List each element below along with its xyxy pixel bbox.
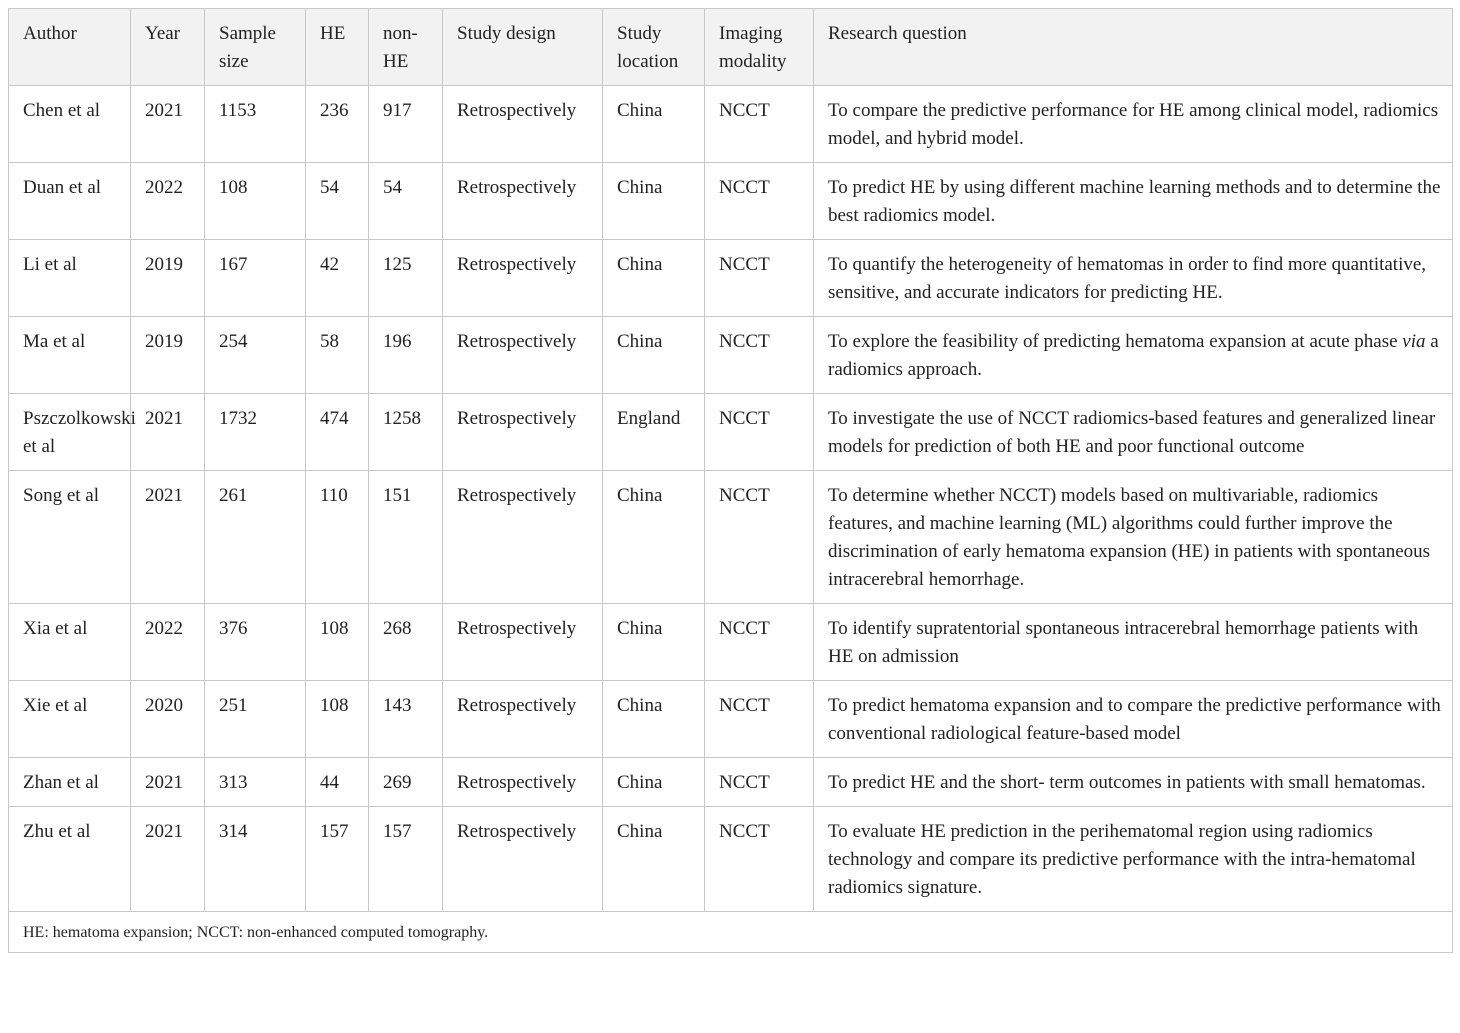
- cell-sample-size: 261: [205, 471, 306, 604]
- cell-study-design: Retrospectively: [443, 86, 603, 163]
- cell-research-question: To determine whether NCCT) models based on multivariable, radiomics features, and machine learning (ML) algorithms could further improve the discrimination of early hematoma expansion (HE) in patients with spontaneous intracerebral hemorrhage.: [814, 471, 1453, 604]
- cell-non-he: 269: [369, 758, 443, 807]
- cell-author: Chen et al: [9, 86, 131, 163]
- cell-imaging-modality: NCCT: [705, 163, 814, 240]
- cell-non-he: 151: [369, 471, 443, 604]
- cell-he: 110: [306, 471, 369, 604]
- col-header-study-design: Study design: [443, 9, 603, 86]
- cell-non-he: 125: [369, 240, 443, 317]
- col-header-year: Year: [131, 9, 205, 86]
- col-header-research-question: Research question: [814, 9, 1453, 86]
- cell-research-question: To compare the predictive performance for HE among clinical model, radiomics model, and hybrid model.: [814, 86, 1453, 163]
- cell-non-he: 1258: [369, 394, 443, 471]
- cell-study-location: China: [603, 240, 705, 317]
- col-header-sample-size: Sample size: [205, 9, 306, 86]
- cell-year: 2021: [131, 807, 205, 912]
- table-row: [9, 86, 1453, 163]
- cell-sample-size: 313: [205, 758, 306, 807]
- cell-research-question: [814, 317, 1453, 394]
- cell-study-design: Retrospectively: [443, 394, 603, 471]
- cell-research-question: To identify supratentorial spontaneous intracerebral hemorrhage patients with HE on admission: [814, 604, 1453, 681]
- studies-table: [8, 8, 1453, 953]
- footnote-row: [9, 912, 1453, 953]
- cell-sample-size: 376: [205, 604, 306, 681]
- cell-non-he: 268: [369, 604, 443, 681]
- cell-imaging-modality: NCCT: [705, 758, 814, 807]
- cell-study-design: Retrospectively: [443, 163, 603, 240]
- cell-he: 236: [306, 86, 369, 163]
- cell-author: Zhu et al: [9, 807, 131, 912]
- table-row: [9, 394, 1453, 471]
- cell-imaging-modality: NCCT: [705, 471, 814, 604]
- cell-sample-size: 108: [205, 163, 306, 240]
- cell-non-he: 143: [369, 681, 443, 758]
- cell-imaging-modality: NCCT: [705, 394, 814, 471]
- cell-sample-size: 1732: [205, 394, 306, 471]
- cell-imaging-modality: NCCT: [705, 807, 814, 912]
- cell-non-he: 196: [369, 317, 443, 394]
- cell-imaging-modality: NCCT: [705, 604, 814, 681]
- cell-he: 108: [306, 681, 369, 758]
- cell-he: 474: [306, 394, 369, 471]
- question-text-italic: via: [1402, 331, 1426, 352]
- table-row: [9, 681, 1453, 758]
- cell-study-location: China: [603, 681, 705, 758]
- cell-research-question: To evaluate HE prediction in the perihematomal region using radiomics technology and compare its predictive performance with the intra-hematomal radiomics signature.: [814, 807, 1453, 912]
- col-header-imaging-modality: Imaging modality: [705, 9, 814, 86]
- table-row: [9, 163, 1453, 240]
- cell-study-location: China: [603, 471, 705, 604]
- cell-study-location: China: [603, 86, 705, 163]
- header-row: [9, 9, 1453, 86]
- cell-study-design: Retrospectively: [443, 317, 603, 394]
- cell-study-location: England: [603, 394, 705, 471]
- cell-author: Ma et al: [9, 317, 131, 394]
- cell-he: 44: [306, 758, 369, 807]
- cell-author: Song et al: [9, 471, 131, 604]
- cell-he: 42: [306, 240, 369, 317]
- cell-study-design: Retrospectively: [443, 471, 603, 604]
- table-row: [9, 471, 1453, 604]
- table-row: [9, 317, 1453, 394]
- cell-research-question: To predict hematoma expansion and to compare the predictive performance with conventional radiological feature-based model: [814, 681, 1453, 758]
- cell-year: 2022: [131, 163, 205, 240]
- cell-year: 2019: [131, 317, 205, 394]
- cell-study-location: China: [603, 604, 705, 681]
- cell-author: Li et al: [9, 240, 131, 317]
- cell-author: Xia et al: [9, 604, 131, 681]
- cell-study-design: Retrospectively: [443, 758, 603, 807]
- cell-year: 2020: [131, 681, 205, 758]
- question-text-post: a radiomics approach.: [828, 331, 1439, 380]
- table-row: [9, 807, 1453, 912]
- col-header-non-he: non-HE: [369, 9, 443, 86]
- cell-sample-size: 314: [205, 807, 306, 912]
- cell-study-design: Retrospectively: [443, 681, 603, 758]
- cell-sample-size: 1153: [205, 86, 306, 163]
- cell-non-he: 157: [369, 807, 443, 912]
- cell-study-design: Retrospectively: [443, 240, 603, 317]
- cell-research-question: To predict HE and the short- term outcomes in patients with small hematomas.: [814, 758, 1453, 807]
- cell-sample-size: 167: [205, 240, 306, 317]
- table-row: [9, 240, 1453, 317]
- cell-author: Xie et al: [9, 681, 131, 758]
- cell-sample-size: 251: [205, 681, 306, 758]
- cell-study-location: China: [603, 758, 705, 807]
- cell-research-question: To predict HE by using different machine learning methods and to determine the best radiomics model.: [814, 163, 1453, 240]
- cell-he: 108: [306, 604, 369, 681]
- cell-study-design: Retrospectively: [443, 807, 603, 912]
- cell-year: 2021: [131, 758, 205, 807]
- cell-study-design: Retrospectively: [443, 604, 603, 681]
- table-row: [9, 758, 1453, 807]
- cell-year: 2022: [131, 604, 205, 681]
- cell-author: Pszczolkowski et al: [9, 394, 131, 471]
- cell-imaging-modality: NCCT: [705, 86, 814, 163]
- cell-year: 2021: [131, 394, 205, 471]
- col-header-author: Author: [9, 9, 131, 86]
- cell-author: Duan et al: [9, 163, 131, 240]
- cell-he: 54: [306, 163, 369, 240]
- cell-imaging-modality: NCCT: [705, 681, 814, 758]
- col-header-study-location: Study location: [603, 9, 705, 86]
- cell-he: 58: [306, 317, 369, 394]
- cell-year: 2019: [131, 240, 205, 317]
- cell-non-he: 54: [369, 163, 443, 240]
- cell-research-question: To investigate the use of NCCT radiomics-based features and generalized linear models for prediction of both HE and poor functional outcome: [814, 394, 1453, 471]
- cell-year: 2021: [131, 86, 205, 163]
- cell-imaging-modality: NCCT: [705, 240, 814, 317]
- cell-author: Zhan et al: [9, 758, 131, 807]
- table-row: [9, 604, 1453, 681]
- cell-research-question: To quantify the heterogeneity of hematomas in order to find more quantitative, sensitive, and accurate indicators for predicting HE.: [814, 240, 1453, 317]
- col-header-he: HE: [306, 9, 369, 86]
- cell-year: 2021: [131, 471, 205, 604]
- cell-study-location: China: [603, 807, 705, 912]
- cell-study-location: China: [603, 163, 705, 240]
- table-container: [8, 8, 1452, 953]
- question-text-pre: To explore the feasibility of predicting hematoma expansion at acute phase: [828, 331, 1403, 352]
- cell-sample-size: 254: [205, 317, 306, 394]
- cell-non-he: 917: [369, 86, 443, 163]
- table-footnote: HE: hematoma expansion; NCCT: non-enhanced computed tomography.: [9, 912, 1453, 953]
- cell-imaging-modality: NCCT: [705, 317, 814, 394]
- cell-study-location: China: [603, 317, 705, 394]
- cell-he: 157: [306, 807, 369, 912]
